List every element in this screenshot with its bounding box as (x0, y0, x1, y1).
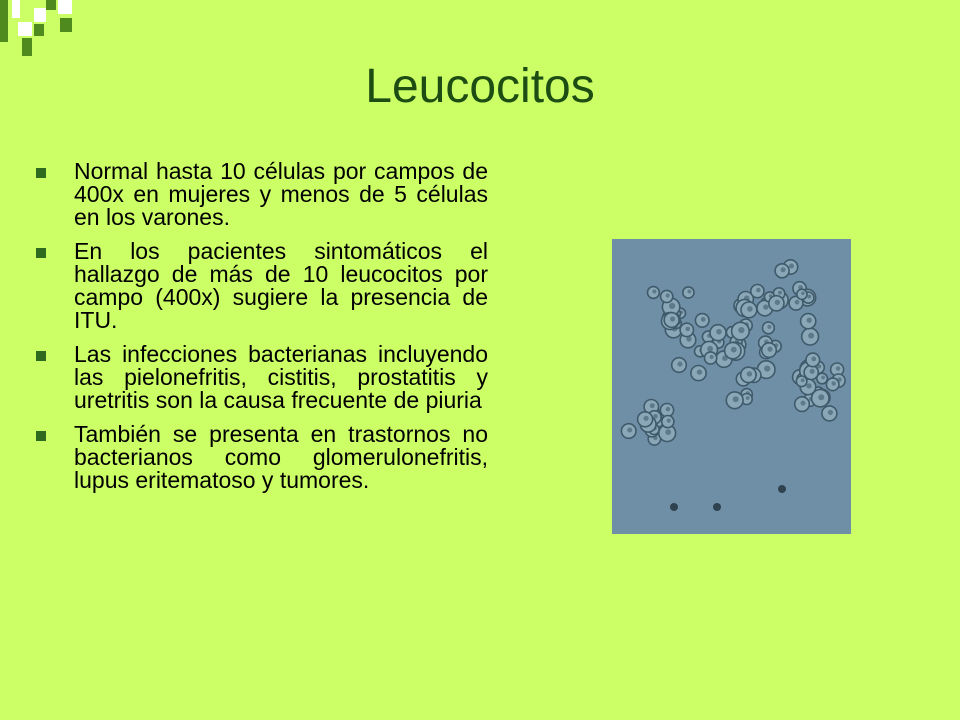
cell-nucleus (627, 428, 632, 433)
cell-nucleus (701, 317, 706, 322)
cell-nucleus (832, 381, 836, 385)
cell-nucleus (818, 394, 824, 400)
cell-nucleus (828, 410, 833, 415)
cell-nucleus (710, 355, 714, 359)
cell-nucleus (687, 290, 691, 294)
cell-nucleus (666, 407, 671, 412)
cell-nucleus (795, 300, 800, 305)
cell-nucleus (652, 289, 656, 293)
bullet-item (36, 160, 488, 229)
bullet-item (36, 423, 488, 492)
dark-particle (713, 503, 721, 511)
bullet-list (36, 160, 488, 503)
cell-nucleus (775, 300, 780, 305)
cell-nucleus (764, 366, 770, 372)
cell-nucleus (778, 291, 782, 295)
leukocyte-micrograph (612, 239, 851, 534)
cell-nucleus (801, 401, 806, 406)
cell-nucleus (807, 295, 811, 299)
cell-nucleus (806, 383, 811, 388)
cell-nucleus (801, 292, 805, 296)
cell-nucleus (811, 357, 816, 362)
cell-nucleus (697, 369, 702, 374)
cell-nucleus (747, 371, 752, 376)
cell-nucleus (738, 327, 744, 333)
cell-nucleus (756, 288, 761, 293)
cell-nucleus (746, 396, 750, 400)
cell-nucleus (747, 306, 753, 312)
cell-nucleus (807, 318, 812, 323)
cell-nucleus (733, 396, 739, 402)
bullet-text: En los pacientes sintomáticos el hallazgo de más de 10 leucocitos por campo (400x) sugiere la presencia de ITU. (74, 238, 488, 333)
cell-nucleus (667, 419, 671, 423)
square-bullet-icon (36, 351, 46, 361)
bullet-text: Normal hasta 10 células por campos de 400x en mujeres y menos de 5 células en los varones. (74, 158, 488, 230)
cell-nucleus (789, 264, 794, 269)
cell-nucleus (763, 304, 768, 309)
cell-nucleus (686, 327, 691, 332)
cell-nucleus (670, 316, 675, 321)
cell-nucleus (665, 429, 671, 435)
dark-particle (670, 503, 678, 511)
cell-nucleus (767, 347, 772, 352)
cell-nucleus (666, 293, 670, 297)
cell-nucleus (836, 366, 841, 371)
corner-decoration (0, 0, 80, 60)
square-bullet-icon (36, 248, 46, 258)
cell-nucleus (677, 361, 682, 366)
cell-nucleus (801, 378, 805, 382)
cell-nucleus (716, 329, 722, 335)
bullet-item (36, 343, 488, 412)
cell-nucleus (669, 303, 675, 309)
slide-title: Leucocitos (365, 60, 595, 113)
square-bullet-icon (36, 168, 46, 178)
bullet-text: Las infecciones bacterianas incluyendo las pielonefritis, cistitis, prostatitis y uretritis son la causa frecuente de piuria (74, 341, 488, 413)
cell-nucleus (731, 347, 737, 353)
bullet-item (36, 240, 488, 332)
cell-nucleus (810, 369, 815, 374)
cell-nucleus (821, 376, 825, 380)
cell-nucleus (707, 346, 713, 352)
cell-nucleus (781, 267, 786, 272)
square-bullet-icon (36, 431, 46, 441)
micrograph-cells (612, 239, 851, 534)
cell-nucleus (808, 333, 814, 339)
bullet-text: También se presenta en trastornos no bacterianos como glomerulonefritis, lupus eritematoso y tumores. (74, 421, 488, 493)
cell-nucleus (650, 403, 655, 408)
dark-particle (778, 485, 786, 493)
cell-nucleus (767, 325, 771, 329)
cell-nucleus (644, 416, 649, 421)
